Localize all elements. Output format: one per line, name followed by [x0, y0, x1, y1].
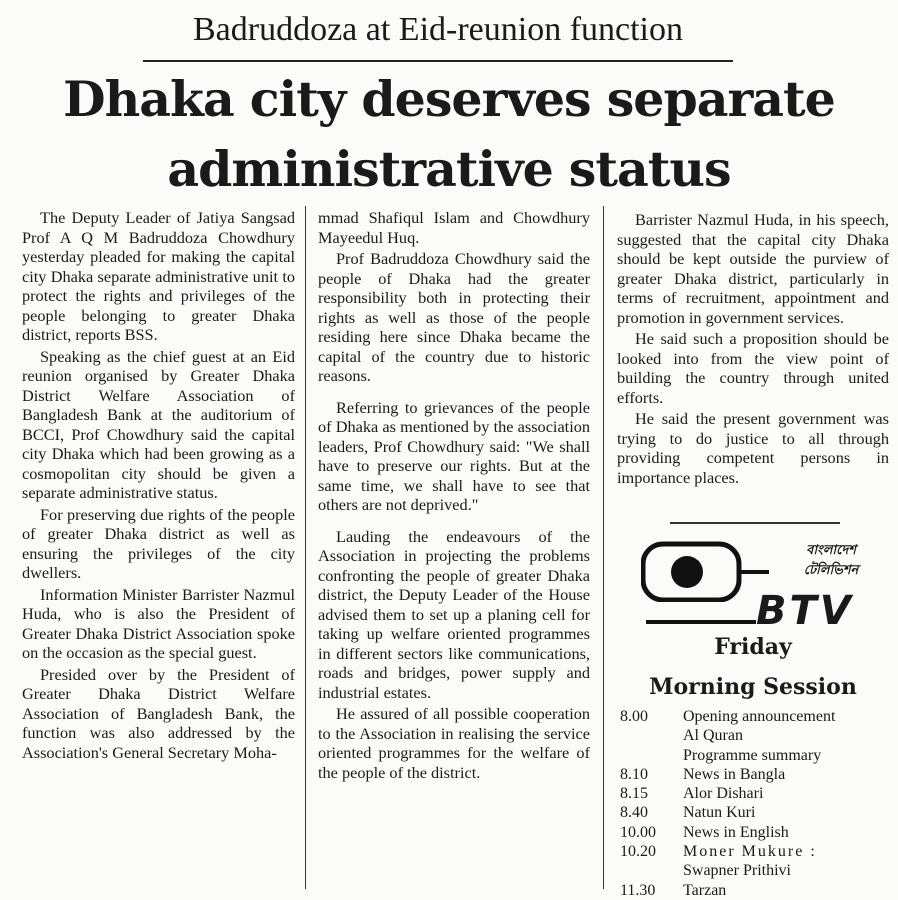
schedule-row — [620, 746, 890, 765]
column-rule — [603, 206, 604, 889]
schedule-session-title: Morning Session — [649, 674, 857, 700]
schedule-programme: Tarzan — [683, 881, 727, 899]
article-column-3 — [617, 210, 889, 520]
kicker-headline: Badruddoza at Eid-reunion function — [143, 4, 733, 62]
btv-logo-text: BTV — [756, 588, 854, 634]
schedule-time — [620, 861, 683, 880]
paragraph: Barrister Nazmul Huda, in his speech, suggested that the capital city Dhaka should be kept outside the purview of greater Dhaka district, particularly in terms of recruitment, appointment and promotion in government services. — [617, 210, 889, 327]
article-column-2 — [318, 208, 590, 898]
schedule-row — [620, 861, 890, 880]
schedule-time: 8.40 — [620, 804, 648, 822]
schedule-time — [620, 726, 683, 745]
schedule-time: 10.20 — [620, 843, 656, 861]
schedule-row — [620, 803, 890, 822]
paragraph: He assured of all possible cooperation to the Association in realising the service oriented programmes for the welfare of the people of the district. — [318, 704, 590, 782]
paragraph: Speaking as the chief guest at an Eid reunion organised by Greater Dhaka District Welfare Association of Bangladesh Bank at the auditorium of BCCI, Prof Chowdhury said the capital city Dhaka which had been growing as a cosmopolitan city should be given a separate administrative status. — [22, 346, 295, 502]
column-rule — [305, 206, 306, 889]
btv-bangla-name — [776, 540, 886, 580]
paragraph: For preserving due rights of the people of greater Dhaka district as well as ensuring the privileges of the city dwellers. — [22, 504, 295, 582]
schedule-row — [620, 842, 890, 861]
paragraph: Prof Badruddoza Chowdhury said the people of Dhaka had the greater responsibility both in protecting their rights as well as those of the people residing here since Dhaka became the capital of the country due to historic reasons. — [318, 249, 590, 385]
btv-bangla-line-1: বাংলাদেশ — [806, 542, 856, 557]
btv-bangla-line-2: টেলিভিশন — [803, 562, 859, 577]
paragraph: He said the present government was trying to do justice to all through providing competent persons in importance places. — [617, 409, 889, 487]
schedule-row — [620, 726, 890, 745]
paragraph: Referring to grievances of the people of Dhaka as mentioned by the association leaders, Prof Chowdhury said: "We shall have to preserve our rights. But at the same time, we shall have to see that others are not deprived." — [318, 397, 590, 514]
schedule-programme: News in English — [683, 823, 789, 841]
schedule-programme: Al Quran — [683, 727, 743, 745]
section-divider — [670, 522, 840, 524]
schedule-programme: Programme summary — [683, 746, 822, 764]
btv-tv-icon — [641, 540, 769, 602]
schedule-time: 8.10 — [620, 765, 648, 783]
schedule-time: 8.15 — [620, 785, 648, 803]
tv-schedule — [620, 707, 890, 900]
paragraph: Lauding the endeavours of the Association in projecting the problems confronting the people of greater Dhaka district, the Deputy Leader of the House advised them to set up a planing cell for taking up welfare oriented programmes in different sectors like communications, roads and bridges, power supply and industrial estates. — [318, 526, 590, 702]
schedule-programme: Moner Mukure : — [683, 843, 817, 861]
headline-line-2: administrative status — [167, 140, 731, 198]
schedule-day: Friday — [714, 634, 792, 660]
paragraph: The Deputy Leader of Jatiya Sangsad Prof A Q M Badruddoza Chowdhury yesterday pleaded for making the capital city Dhaka separate administrative unit to protect the rights and privileges of the people belonging to greater Dhaka district, reports BSS. — [22, 208, 295, 344]
logo-underline — [646, 620, 756, 624]
paragraph: Information Minister Barrister Nazmul Huda, who is also the President of Greater Dhaka District Association spoke on the occasion as the special guest. — [22, 584, 295, 662]
schedule-time — [620, 746, 683, 765]
schedule-row — [620, 765, 890, 784]
schedule-row — [620, 707, 890, 726]
schedule-time: 10.00 — [620, 823, 656, 841]
schedule-row — [620, 881, 890, 900]
schedule-time: 8.00 — [620, 708, 648, 725]
headline-line-1: Dhaka city deserves separate — [63, 70, 835, 128]
schedule-programme: News in Bangla — [683, 765, 786, 783]
paragraph: mmad Shafiqul Islam and Chowdhury Mayeedul Huq. — [318, 208, 590, 247]
schedule-programme: Natun Kuri — [683, 804, 756, 822]
paragraph: Presided over by the President of Greater Dhaka District Welfare Association of Bangladesh Bank, the function was also addressed by the Association's General Secretary Moha- — [22, 664, 295, 762]
article-column-1 — [22, 208, 295, 898]
schedule-row — [620, 823, 890, 842]
schedule-programme: Alor Dishari — [683, 785, 764, 803]
schedule-row — [620, 784, 890, 803]
schedule-programme: Swapner Prithivi — [683, 862, 791, 880]
schedule-time: 11.30 — [620, 881, 656, 899]
paragraph: He said such a proposition should be looked into from the view point of building the country through united efforts. — [617, 329, 889, 407]
schedule-programme: Opening announcement — [683, 708, 836, 725]
